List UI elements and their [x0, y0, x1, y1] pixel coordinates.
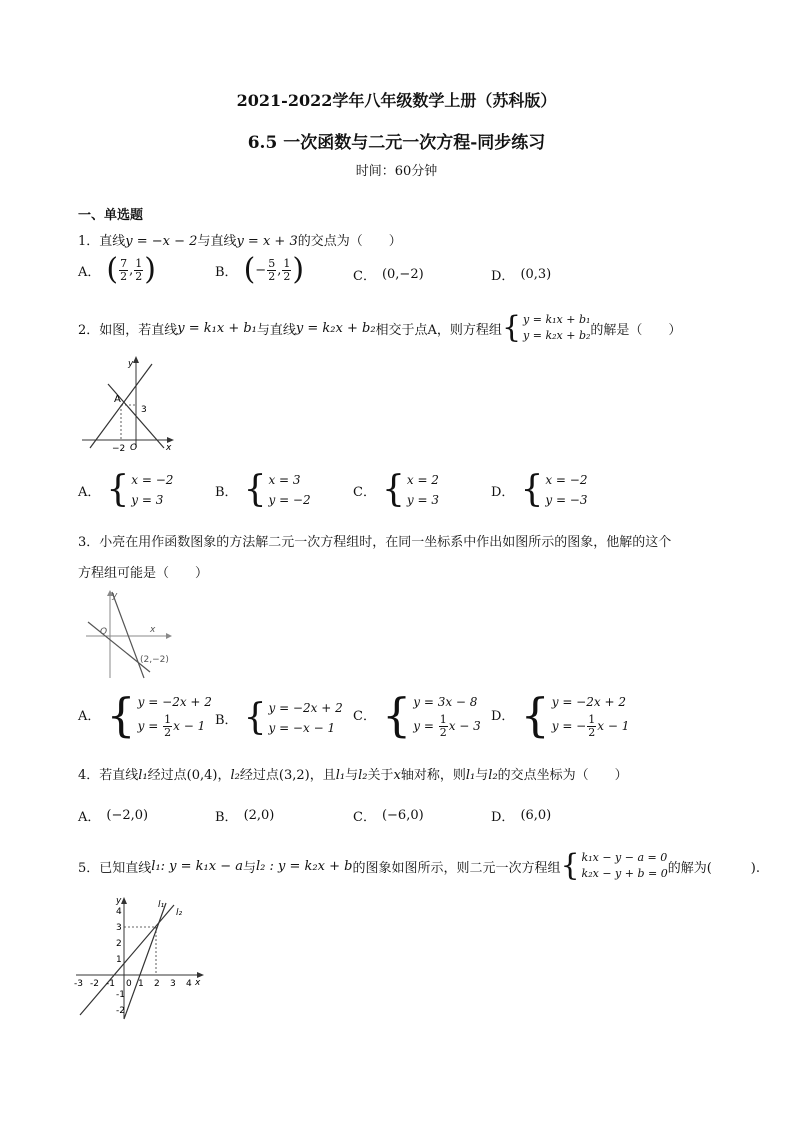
- question-3-option-d[interactable]: D． { y = −2x + 2 y = − $\frac{1}{2}$ x − 1: [491, 687, 630, 742]
- svg-text:A: A: [114, 394, 121, 405]
- question-3-option-c[interactable]: C． { y = 3x − 8 y = $\frac{1}{2}$ x − 3: [353, 687, 481, 742]
- question-4-option-d[interactable]: D． (6,0): [491, 808, 552, 825]
- question-5-figure: [72, 895, 208, 1025]
- svg-text:3: 3: [170, 979, 176, 989]
- svg-text:y: y: [116, 896, 122, 906]
- svg-text:−2: −2: [112, 444, 126, 454]
- svg-text:3: 3: [116, 923, 122, 933]
- svg-text:x: x: [150, 625, 156, 635]
- svg-text:O: O: [100, 627, 108, 637]
- svg-text:y: y: [128, 359, 134, 369]
- question-1-option-d[interactable]: D． (0,3): [491, 267, 552, 284]
- question-1-stem: 1．直线y = −x − 2与直线y = x + 3的交点为（ ）: [78, 234, 402, 249]
- svg-text:4: 4: [116, 907, 122, 917]
- question-2-stem: 2．如图，若直线 y = k₁x + b₁ 与直线 y = k₂x + b₂ 相交于点A，则方程组 { y = k₁x + b₁ y = k₂x + b₂ 的解是（ ）: [78, 310, 682, 345]
- worksheet-subtitle: 6.5 一次函数与二元一次方程-同步练习: [247, 133, 546, 153]
- question-1-option-c[interactable]: C． (0,−2): [353, 267, 424, 284]
- svg-text:O: O: [130, 443, 138, 453]
- question-2-option-b[interactable]: B． { x = 3 y = −2: [215, 469, 311, 510]
- question-2-option-d[interactable]: D． { x = −2 y = −3: [491, 469, 588, 510]
- svg-text:2: 2: [116, 939, 122, 949]
- question-3-option-b[interactable]: B． { y = −2x + 2 y = −x − 1: [215, 697, 343, 738]
- section-heading: 一、单选题: [78, 208, 144, 223]
- question-2-figure: [78, 356, 178, 456]
- question-3-stem-line2: 方程组可能是（ ）: [78, 566, 209, 581]
- svg-text:0: 0: [126, 979, 132, 989]
- svg-text:4: 4: [186, 979, 192, 989]
- svg-text:2: 2: [154, 979, 160, 989]
- question-3-figure: [82, 586, 178, 680]
- question-4-option-b[interactable]: B． (2,0): [215, 808, 275, 825]
- question-3-stem-line1: 3．小亮在用作函数图象的方法解二元一次方程组时，在同一坐标系中作出如图所示的图象，他解的这个: [78, 535, 672, 550]
- svg-text:1: 1: [116, 955, 122, 965]
- svg-text:(2,−2): (2,−2): [140, 655, 169, 665]
- question-1-option-a[interactable]: A． ( $\frac{7}{2}$ , $\frac{1}{2}$ ): [78, 252, 156, 287]
- svg-text:l₁: l₁: [158, 900, 165, 910]
- question-2-option-c[interactable]: C． { x = 2 y = 3: [353, 469, 439, 510]
- question-2-option-a[interactable]: A． { x = −2 y = 3: [78, 469, 174, 510]
- svg-text:x: x: [195, 978, 201, 988]
- question-4-option-a[interactable]: A． (−2,0): [78, 808, 149, 825]
- worksheet-title: 2021-2022学年八年级数学上册（苏科版）: [236, 91, 557, 110]
- svg-text:y: y: [112, 591, 118, 601]
- time-limit: 时间：60分钟: [355, 164, 438, 179]
- svg-text:x: x: [166, 443, 172, 453]
- question-5-stem: 5．已知直线 l₁: y = k₁x − a 与 l₂ : y = k₂x + b 的图象如图所示，则二元一次方程组 { k₁x − y − a = 0 k₂x − y + b = 0 的解为( ).: [78, 848, 760, 883]
- svg-text:-2: -2: [90, 979, 99, 989]
- svg-text:-1: -1: [106, 979, 115, 989]
- svg-text:-2: -2: [116, 1006, 125, 1016]
- svg-text:l₂: l₂: [176, 908, 183, 918]
- question-4-stem: 4．若直线l₁经过点(0,4)，l₂经过点(3,2)，且l₁与l₂关于x轴对称，则l₁与l₂的交点坐标为（ ）: [78, 768, 628, 783]
- question-1-option-b[interactable]: B． ( − $\frac{5}{2}$ , $\frac{1}{2}$ ): [215, 252, 305, 287]
- svg-text:3: 3: [141, 405, 147, 415]
- svg-text:1: 1: [138, 979, 144, 989]
- question-4-option-c[interactable]: C． (−6,0): [353, 808, 424, 825]
- svg-text:-1: -1: [116, 990, 125, 1000]
- question-3-option-a[interactable]: A． { y = −2x + 2 y = $\frac{1}{2}$ x − 1: [78, 687, 212, 742]
- svg-text:-3: -3: [74, 979, 83, 989]
